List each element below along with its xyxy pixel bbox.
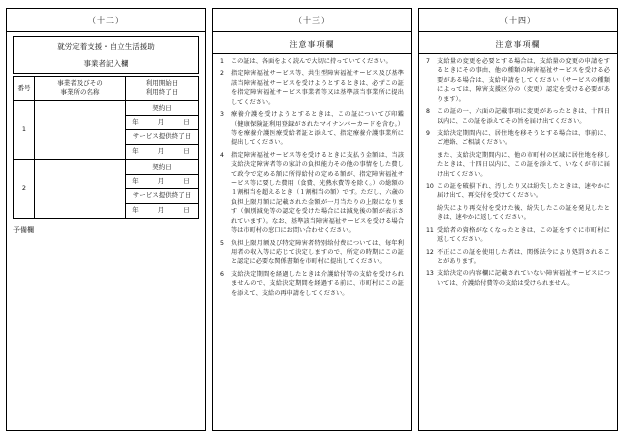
list-item [426,151,610,179]
col-header-name [35,77,126,101]
left-title-line2: 事業者記入欄 [13,55,199,74]
note-number: 6 [220,270,224,278]
date-label: 契約日 [126,102,198,116]
note-number: 12 [426,248,434,256]
table-header-row [14,77,199,101]
row-dates-inner [126,161,198,218]
row-name-input[interactable] [35,159,126,218]
list-item [426,269,610,288]
list-item [426,57,610,104]
note-number: 8 [426,108,430,116]
col-header-dates [126,77,199,101]
list-item [426,107,610,126]
left-title-line1: 就労定着支援・自立生活援助 [13,36,199,55]
row-dates [126,100,199,159]
list-item [426,204,610,223]
col-header-no: 番号 [14,77,35,101]
list-item [220,270,404,298]
col-header-date-line1: 利用開始日 [145,79,179,87]
row-no: 1 [14,100,35,159]
note-text: この証は、各面をよく読んで大切に持っていてください。 [231,58,392,65]
note-text: 不正にこの証を使用した者は、関係法令により処罰されることがあります。 [437,248,610,266]
middle-column-header: （十三） [294,16,330,25]
date-value[interactable]: 年 月 日 [132,146,192,155]
note-text: この証の一、六面の記載事項に変更があったときは、十四日以内に、この証を添えてその旨を届け出てください。 [437,108,610,125]
list-item [426,182,610,201]
note-number: 11 [426,226,434,234]
date-value[interactable]: 年 月 日 [126,174,198,188]
col-header-name-line1: 事業者及びその [57,79,103,87]
note-number: 2 [220,70,224,78]
date-label: サービス提供終了日 [126,130,198,144]
col-header-date-line2: 利用終了日 [145,88,179,97]
middle-title: 注意事項欄 [289,40,335,49]
date-value[interactable]: 年 月 日 [132,205,192,214]
table-row [14,159,199,218]
middle-notes-list [213,54,411,307]
note-number: 4 [220,151,224,159]
note-number: 5 [220,239,224,247]
note-text: 受給者の資格がなくなったときは、この証をすぐに市町村に返してください。 [437,226,610,244]
column-middle [212,8,412,431]
list-item [220,69,404,107]
note-number: 13 [426,270,434,278]
col-header-name-line2: 事業所の名称 [60,88,100,97]
row-name-input[interactable] [35,100,126,159]
note-text: 支給決定期間を経過したときは介護給付等の支給を受けられませんので、支給決定期間を経過する前に、市町村にこの証を添えて、支給の再申請をしてください。 [231,270,404,297]
note-text: 指定障害福祉サービス等、共生型障害福祉サービス及び基準該当障害福祉サービスを受けようとするときは、必ずこの証を指定障害福祉サービス事業者等又は基準該当事業所に提出してください。 [231,70,404,106]
list-item [220,57,404,66]
date-label: サービス提供終了日 [126,189,198,203]
note-text: 療養介護を受けようとするときは、この証についてび印鑑（健康保険証利用登録がされたマイナンバーカードを含む。）等を療養介護医療受給者証と添えて、指定療養介護事業所に提出してください。 [231,111,404,147]
right-title: 注意事項欄 [495,40,541,49]
note-number [426,204,437,223]
note-text: 指定障害福祉サービス等を受けるときに支払う金額は、当該支給決定障害者等の家計の負担能力その他の事情をした費して政令で定める額に所得給付の定める額が、指定障害福祉サービス等に要した費用（食費、光熱水費等を除く。）の総額の１割相当を超えるとき（１割相当の額）です。ただし、六歳の負担上限月額に記載された金額が一月当たりの上限になります（個別減免等の認定を受けた場合には減免後の額が表示されています）。なお、基準該当障害福祉サービスを受ける場合等は市町村の窓口にお問い合わせください。 [231,151,404,235]
list-item [220,239,404,267]
right-column-header: （十四） [500,16,536,25]
spare-field-label: 予備欄 [13,225,34,234]
row-no: 2 [14,159,35,218]
row-dates-inner [126,102,198,159]
note-text: 支給決定期間内に、居住地を移そうとする場合は、事前に、ご連絡、ご相談ください。 [437,129,610,147]
note-number [426,151,437,179]
note-number: 3 [220,111,224,119]
list-item [220,110,404,148]
note-number: 1 [220,58,224,65]
list-item [426,248,610,267]
note-text: 紛失により再交付を受けた後、紛失したこの証を発見したときは、速やかに返してください。 [437,204,610,222]
right-notes-list [419,54,617,297]
column-left [6,8,206,431]
note-number: 7 [426,58,430,65]
date-value[interactable]: 年 月 日 [126,115,198,129]
provider-table [13,76,199,219]
note-text: 支給量の変更を必要とする場合は、支給量の変更の申請をするときにその事由、他の種類の障害福祉サービスを受ける必要がある場合は、支給申請をしてください（サービスの種類によっては、障害支援区分の（変更）認定を受ける必要があります）。 [437,58,610,103]
column-right [418,8,618,431]
note-text: この証を破損下れ、汚したり又は紛失したときは、速やかに届け出て、再交付を受けてください。 [437,183,610,200]
divider [7,31,205,32]
note-text: 负担上限月额及び特定障害者特别给付费については、毎年利用者の収入等に応じて決定しますので、所定の時期にこの証と認定に必要な関係書類を市町村に提出してください。 [231,239,404,266]
list-item [426,129,610,148]
note-text: また、支給決定期間内に、他の市町村の区域に居住地を移したときは、十四日以内に、この証を添えて、いなくが市に届け出てください。 [437,151,610,178]
table-row [14,100,199,159]
list-item [220,151,404,236]
note-text: 支給決定の内容欄に記載されていない障害福祉サービスについては、介護給付費等の支給は受けられません。 [437,270,610,287]
row-dates [126,159,199,218]
date-label: 契約日 [126,161,198,175]
left-title-block [13,36,199,74]
left-column-header: （十二） [88,16,124,25]
note-number: 10 [426,183,434,191]
note-number: 9 [426,129,430,137]
list-item [426,226,610,245]
